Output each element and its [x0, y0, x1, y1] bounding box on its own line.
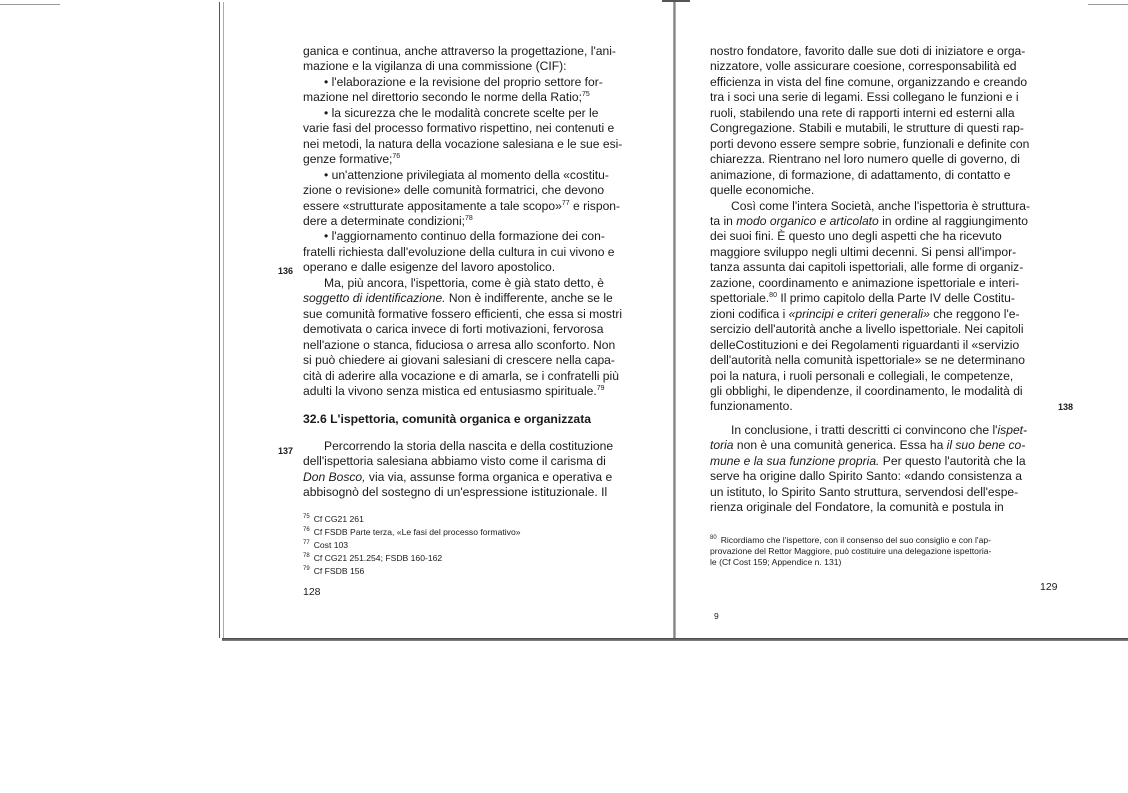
signature-mark: 9 [714, 611, 719, 621]
text-line: funzionamento. [710, 399, 793, 414]
text-line: rienza originale del Fondatore, la comunità e postula in [710, 500, 1004, 515]
text-line: Percorrendo la storia della nascita e della costituzione [324, 438, 614, 453]
bullet-item: • l'elaborazione e la revisione del proprio settore for- [324, 74, 603, 89]
text-line: cità di aderire alla vocazione e di amarla, se i confratelli più [303, 368, 619, 383]
section-title: 32.6 L'ispettoria, comunità organica e organizzata [303, 412, 592, 427]
bullet-item: • l'aggiornamento continuo della formazione dei con- [324, 229, 605, 244]
text-line: tra i soci una serie di legami. Essi collegano le funzioni e i [710, 90, 1019, 105]
margin-number-137: 137 [278, 446, 294, 456]
footnote: $^{80}$ Ricordiamo che l'ispettore, con il consenso del suo consiglio e con l'ap- [710, 534, 991, 545]
text-line: adulti la vivono senza mistica ed entusiasmo spirituale.$^{79}$ [303, 383, 605, 398]
page-edge-bottom [222, 638, 1128, 641]
page-edge-left [219, 2, 220, 638]
text-line: animazione, di formazione, di adattamento, di contatto e [710, 167, 1011, 182]
text-line: toria non è una comunità generica. Essa ha il suo bene co- [710, 438, 1026, 453]
text-line: delleCostituzioni e dei Regolamenti riguardanti il «servizio [710, 337, 1020, 352]
text-line: In conclusione, i tratti descritti ci convincono che l'ispet- [731, 422, 1028, 437]
text-line: zione o revisione» delle comunità formatrici, che devono [303, 183, 605, 198]
footnote-cont: le (Cf Cost 159; Appendice n. 131) [710, 557, 842, 568]
footnote: $^{78}$ Cf CG21 251.254; FSDB 160-162 [303, 553, 443, 564]
text-line: varie fasi del processo formativo rispettino, nei contenuti e [303, 121, 615, 136]
text-line: sue comunità formative fossero efficienti, che essa si mostri [303, 306, 623, 321]
text-line: zazione, coordinamento e animazione ispettoriale e interi- [710, 275, 1020, 290]
text-line: mazione nel direttorio secondo le norme della Ratio;$^{75}$ [303, 90, 590, 105]
text-line: ta in modo organico e articolato in ordine al raggiungimento [710, 213, 1029, 228]
footnote: $^{79}$ Cf FSDB 156 [303, 566, 365, 577]
text-line: sercizio dell'autorità anche a livello ispettoriale. Nei capitoli [710, 322, 1024, 337]
text-line: nostro fondatore, favorito dalle sue doti di iniziatore e orga- [710, 44, 1026, 58]
text-line: fratelli richiesta dall'evoluzione della cultura in cui vivono e [303, 244, 615, 259]
footnote: $^{75}$ Cf CG21 261 [303, 513, 364, 524]
text-line: maggiore sviluppo negli ultimi decenni. Si pensi all'impor- [710, 244, 1017, 259]
text-line: mune e la sua funzione propria. Per questo l'autorità che la [710, 453, 1026, 468]
text-line: Congregazione. Stabili e mutabili, le strutture di questi rap- [710, 121, 1024, 136]
text-line: abbisognò del sostegno di un'espressione istituzionale. Il [303, 485, 608, 500]
book-spine [673, 0, 676, 638]
right-page-text [710, 44, 1050, 516]
text-line: Ma, più ancora, l'ispettoria, come è già stato detto, è [324, 275, 604, 290]
text-line: nizzatore, volle assicurare coesione, corresponsabilità ed [710, 59, 1017, 74]
text-line: si può chiedere ai giovani salesiani di crescere nella capa- [303, 353, 615, 368]
book-spine-top [662, 0, 690, 10]
footnotes-left [303, 512, 623, 577]
text-line: spettoriale.$^{80}$ Il primo capitolo della Parte IV delle Costitu- [710, 291, 1015, 306]
text-line: tanza assunta dai capitoli ispettoriali, alle forme di organiz- [710, 260, 1024, 275]
margin-number-136: 136 [278, 266, 294, 276]
text-line: quelle economiche. [710, 183, 815, 198]
text-line: soggetto di identificazione. Non è indifferente, anche se le [303, 291, 613, 306]
text-line: nei metodi, la natura della vocazione salesiana e le sue esi- [303, 136, 623, 151]
text-line: chiarezza. Rientrano nel loro numero quelle di governo, di [710, 152, 1020, 167]
text-line: nell'azione o stanca, fiduciosa o arresa allo sconforto. Non [303, 337, 616, 352]
page-edge-left-inner [223, 2, 224, 638]
text-line: dere a determinate condizioni;$^{78}$ [303, 213, 473, 228]
text-line: ganica e continua, anche attraverso la progettazione, l'ani- [303, 44, 616, 58]
bullet-item: • la sicurezza che le modalità concrete scelte per le [324, 105, 599, 120]
text-line: Così come l'intera Società, anche l'ispettoria è struttura- [731, 198, 1031, 213]
left-page-text [303, 44, 640, 501]
scan-edge-top-left [0, 4, 60, 5]
text-line: dei suoi fini. È questo uno degli aspetti che ha ricevuto [710, 229, 1002, 244]
bullet-item: • un'attenzione privilegiata al momento della «costitu- [324, 167, 609, 182]
text-line: un istituto, lo Spirito Santo struttura, servendosi dell'espe- [710, 484, 1019, 499]
text-line: genze formative;$^{76}$ [303, 152, 401, 167]
footnotes-right [710, 533, 1050, 568]
text-line: mazione e la vigilanza di una commissione (CIF): [303, 59, 567, 74]
text-line: poi la natura, i ruoli personali e collegiali, le competenze, [710, 368, 1014, 383]
text-line: serve ha origine dallo Spirito Santo: «dando consistenza a [710, 469, 1022, 484]
margin-number-138: 138 [1058, 402, 1074, 412]
page-number-left: 128 [303, 586, 321, 598]
text-line: dell'ispettoria salesiana abbiamo visto come il carisma di [303, 454, 606, 469]
page-number-right: 129 [1040, 581, 1058, 593]
text-line: operano e dalle esigenze del lavoro apostolico. [303, 260, 556, 275]
text-line: gli obblighi, le dipendenze, il coordinamento, le modalità di [710, 383, 1023, 398]
footnote: $^{76}$ Cf FSDB Parte terza, «Le fasi del processo formativo» [303, 526, 521, 537]
scan-edge-top-right [1088, 4, 1128, 5]
text-line: porti devono essere sempre sobrie, funzionali e definite con [710, 136, 1030, 151]
text-line: zioni codifica i «principi e criteri generali» che reggono l'e- [710, 306, 1020, 321]
text-line: essere «strutturate appositamente a tale scopo»$^{77}$ e rispon- [303, 198, 621, 213]
footnote: $^{77}$ Cost 103 [303, 539, 349, 550]
text-line: ruoli, stabilendo una rete di rapporti interni ed esterni alla [710, 105, 1015, 120]
text-line: dell'autorità nella comunità ispettoriale» se ne determinano [710, 353, 1025, 368]
footnote-cont: provazione del Rettor Maggiore, può costituire una delegazione ispettoria- [710, 546, 992, 557]
text-line: Don Bosco, via via, assunse forma organica e operativa e [303, 469, 613, 484]
text-line: efficienza in vista del fine comune, organizzando e creando [710, 74, 1028, 89]
text-line: demotivata o carica invece di forti motivazioni, fervorosa [303, 322, 604, 337]
